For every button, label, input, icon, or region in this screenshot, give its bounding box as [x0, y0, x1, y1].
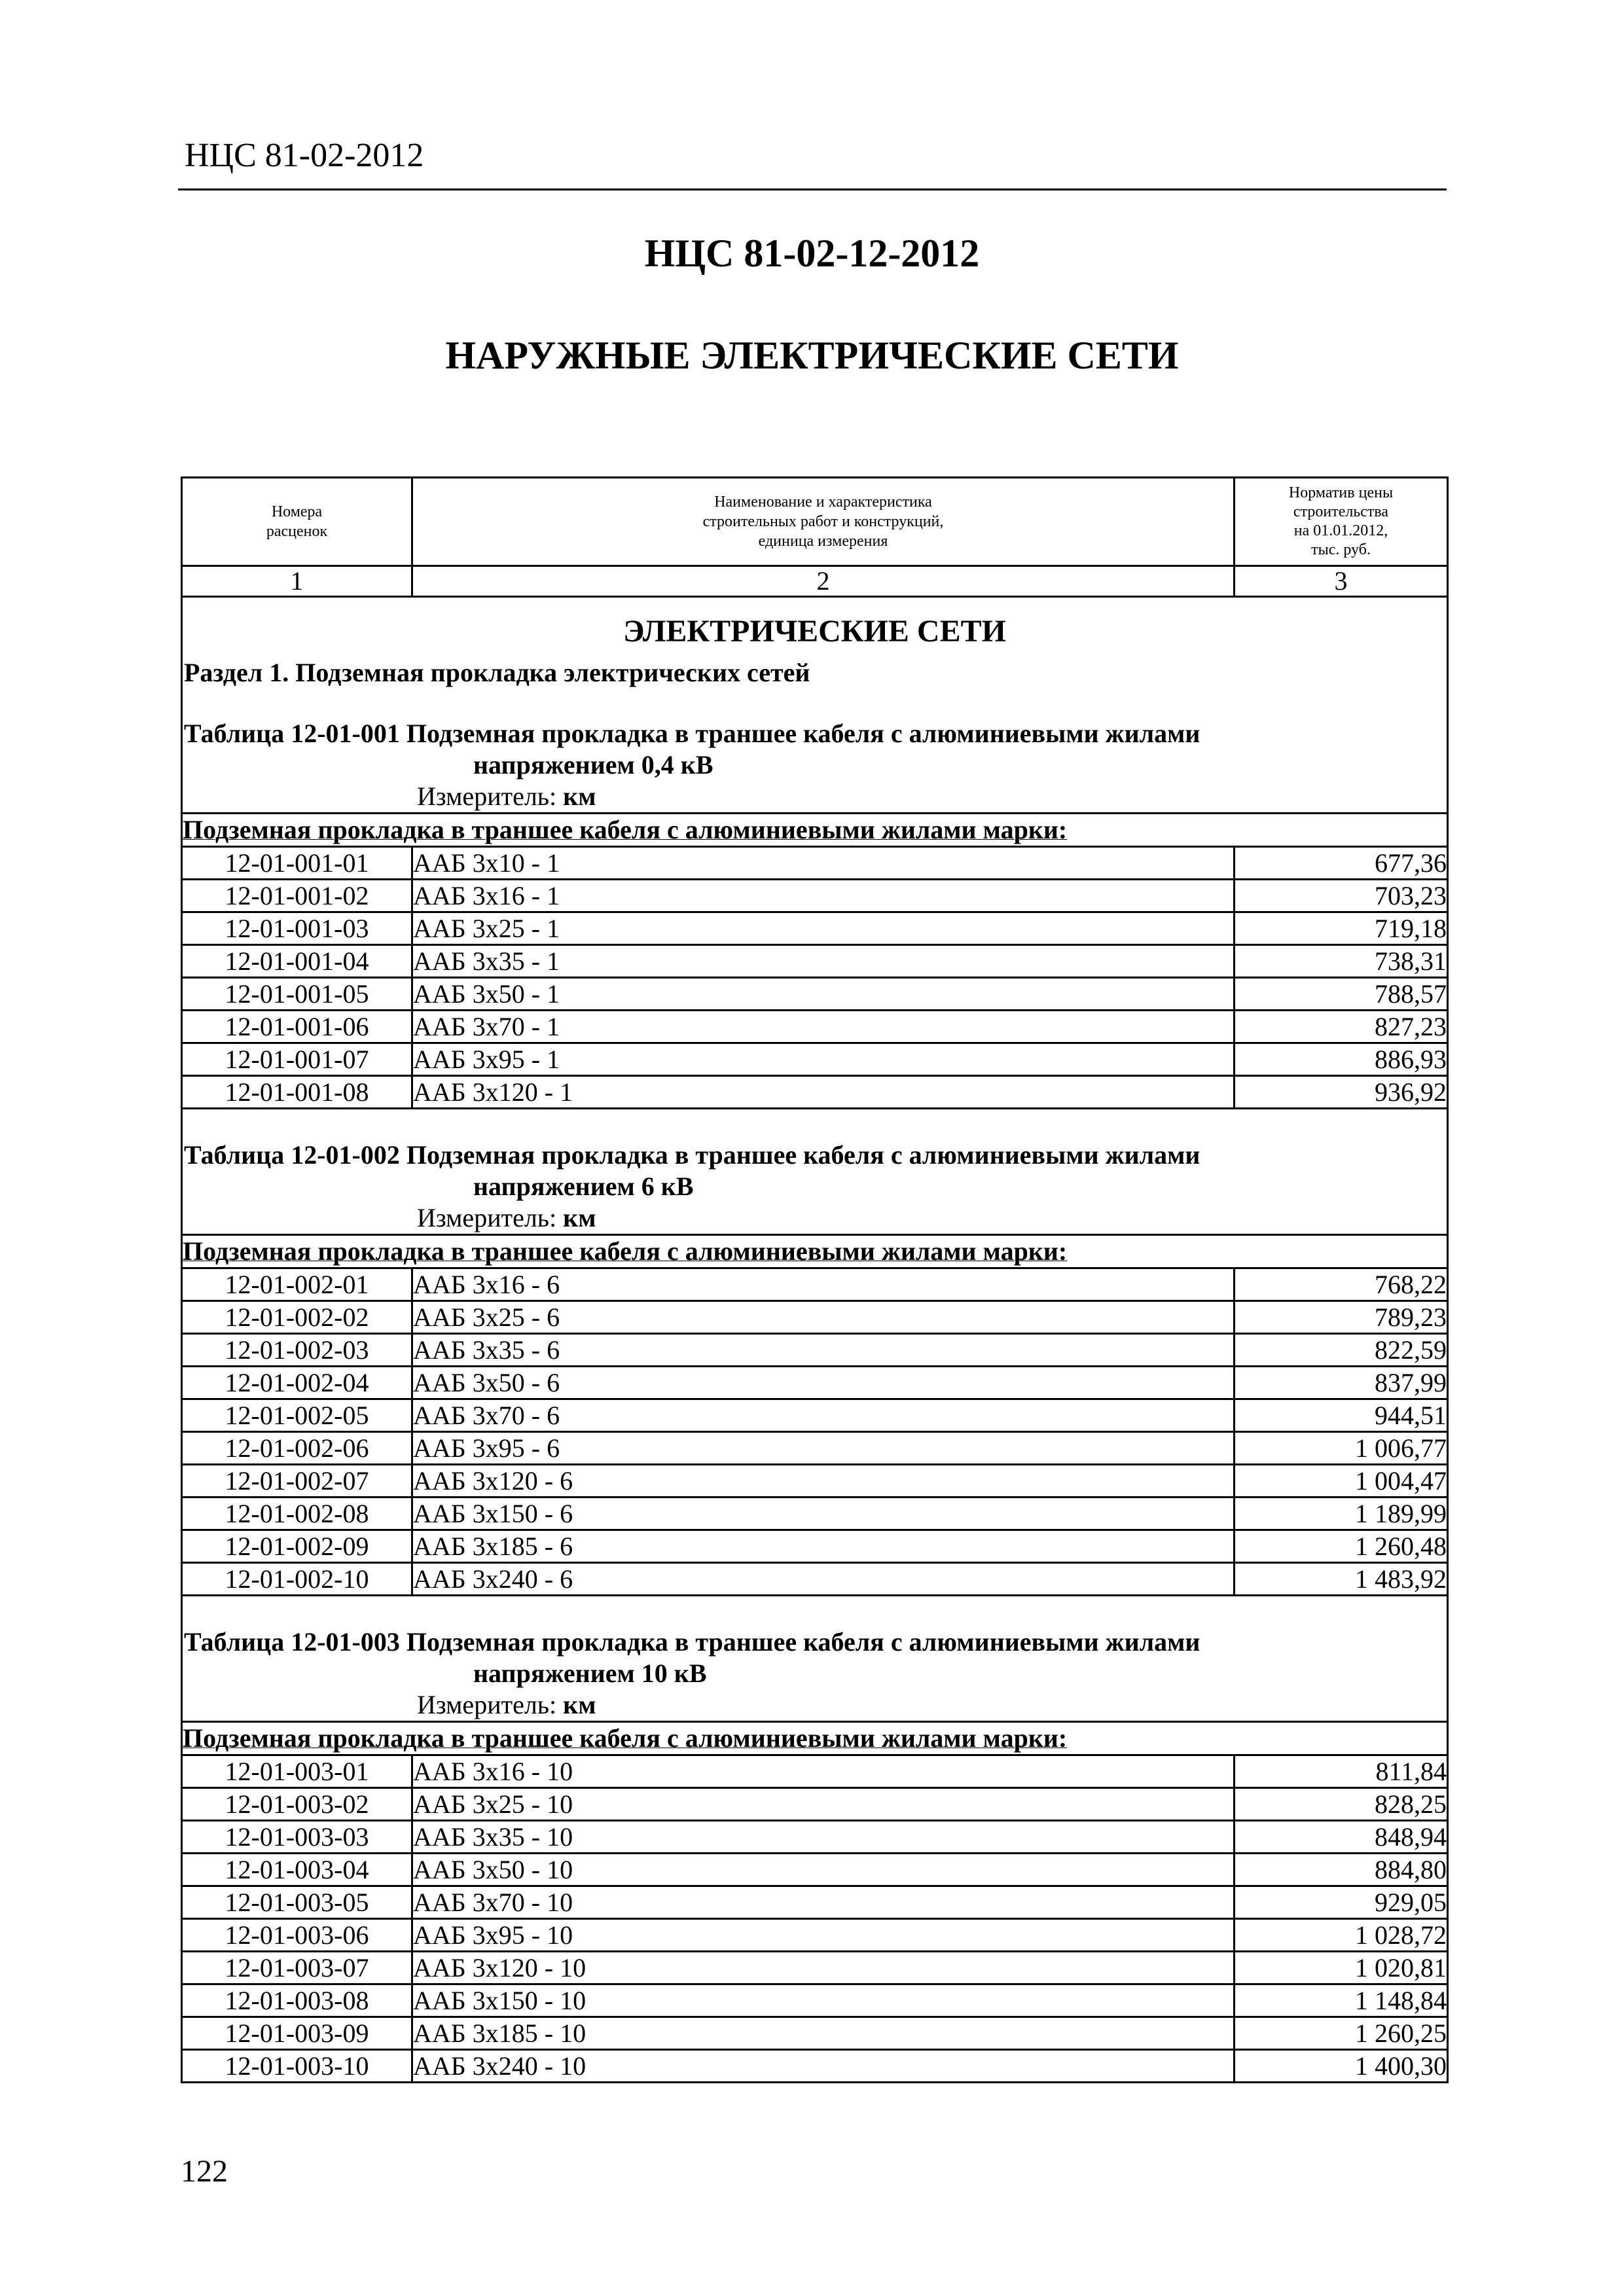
table-title-row: [182, 1596, 1448, 1722]
header-col-codes-line: Номера: [271, 503, 323, 520]
spacer: [183, 1109, 1447, 1139]
rate-code: 12-01-003-09: [182, 2017, 412, 2050]
rate-code: 12-01-002-05: [182, 1399, 412, 1432]
cable-name: ААБ 3х95 - 10: [412, 1919, 1235, 1952]
rate-code: 12-01-002-07: [182, 1465, 412, 1498]
table-row: [182, 1432, 1448, 1465]
table-subheader: Подземная прокладка в траншее кабеля с алюминиевыми жилами марки:: [182, 1722, 1448, 1755]
cable-name: ААБ 3х95 - 6: [412, 1432, 1235, 1465]
measure-unit: [183, 781, 1447, 812]
header-col-price-line: строительства: [1293, 503, 1389, 520]
table-row: [182, 1952, 1448, 1984]
column-number: 2: [412, 566, 1235, 597]
cable-name: ААБ 3х120 - 10: [412, 1952, 1235, 1984]
header-col-name-line: Наименование и характеристика: [714, 493, 932, 511]
table-row: [182, 1076, 1448, 1109]
price-value: 828,25: [1235, 1788, 1448, 1821]
cable-name: ААБ 3х95 - 1: [412, 1043, 1235, 1076]
cable-name: ААБ 3х35 - 1: [412, 945, 1235, 978]
header-col-name: [412, 478, 1235, 566]
table-title-line: Таблица 12-01-003 Подземная прокладка в траншее кабеля с алюминиевыми жилами: [184, 1627, 1200, 1657]
table-title-block: [183, 598, 1447, 812]
table-row: [182, 1788, 1448, 1821]
table-row: [182, 1399, 1448, 1432]
rate-code: 12-01-002-10: [182, 1563, 412, 1596]
table-row: [182, 2050, 1448, 2083]
rate-code: 12-01-001-06: [182, 1011, 412, 1043]
cable-name: ААБ 3х240 - 10: [412, 2050, 1235, 2083]
table-subheader-row: [182, 814, 1448, 847]
document-title: НАРУЖНЫЕ ЭЛЕКТРИЧЕСКИЕ СЕТИ: [445, 334, 1179, 377]
cable-name: ААБ 3х185 - 6: [412, 1530, 1235, 1563]
table-row: [182, 1919, 1448, 1952]
table-row: [182, 912, 1448, 945]
cable-name: ААБ 3х16 - 6: [412, 1268, 1235, 1301]
table-title-line: напряжением 0,4 кВ: [473, 750, 713, 780]
section-subtitle: Раздел 1. Подземная прокладка электрических сетей: [184, 658, 810, 687]
rate-code: 12-01-001-05: [182, 978, 412, 1011]
cable-name: ААБ 3х150 - 10: [412, 1984, 1235, 2017]
rate-code: 12-01-003-01: [182, 1755, 412, 1788]
running-header: НЦС 81-02-2012: [185, 137, 424, 174]
cable-name: ААБ 3х70 - 1: [412, 1011, 1235, 1043]
cable-name: ААБ 3х50 - 1: [412, 978, 1235, 1011]
rate-code: 12-01-001-03: [182, 912, 412, 945]
price-value: 929,05: [1235, 1886, 1448, 1919]
price-value: 1 483,92: [1235, 1563, 1448, 1596]
cable-name: ААБ 3х16 - 10: [412, 1755, 1235, 1788]
table-row: [182, 880, 1448, 912]
table-row: [182, 1498, 1448, 1530]
header-col-name-line: единица измерения: [758, 533, 888, 550]
rate-code: 12-01-003-05: [182, 1886, 412, 1919]
header-col-price-line: Норматив цены: [1288, 484, 1394, 501]
measure-label: Измеритель:: [417, 1203, 557, 1232]
measure-label: Измеритель:: [417, 781, 557, 811]
spacer: [183, 689, 1447, 718]
table-title-row: [182, 1109, 1448, 1235]
table-row: [182, 945, 1448, 978]
cable-name: ААБ 3х35 - 6: [412, 1334, 1235, 1367]
cable-name: ААБ 3х16 - 1: [412, 880, 1235, 912]
table-row: [182, 1886, 1448, 1919]
price-value: 1 028,72: [1235, 1919, 1448, 1952]
table-title-line: Таблица 12-01-002 Подземная прокладка в траншее кабеля с алюминиевыми жилами: [184, 1140, 1200, 1170]
column-number: 1: [182, 566, 412, 597]
cable-name: ААБ 3х70 - 6: [412, 1399, 1235, 1432]
table-row: [182, 847, 1448, 880]
price-value: 738,31: [1235, 945, 1448, 978]
cable-name: ААБ 3х120 - 6: [412, 1465, 1235, 1498]
spacer: [183, 1596, 1447, 1626]
rate-code: 12-01-003-02: [182, 1788, 412, 1821]
table-row: [182, 1367, 1448, 1399]
rate-code: 12-01-002-02: [182, 1301, 412, 1334]
header-col-codes: [182, 478, 412, 566]
measure-value: км: [563, 781, 596, 811]
rate-code: 12-01-003-07: [182, 1952, 412, 1984]
cable-name: ААБ 3х185 - 10: [412, 2017, 1235, 2050]
price-value: 811,84: [1235, 1755, 1448, 1788]
table-title-block: [183, 1596, 1447, 1721]
price-table: [181, 476, 1449, 2083]
column-number-row: [182, 566, 1448, 597]
measure-unit: [183, 1202, 1447, 1234]
header-col-name-line: строительных работ и конструкций,: [702, 513, 944, 530]
rate-code: 12-01-002-09: [182, 1530, 412, 1563]
table-row: [182, 1301, 1448, 1334]
cable-name: ААБ 3х25 - 10: [412, 1788, 1235, 1821]
table-row: [182, 1821, 1448, 1854]
rate-code: 12-01-003-03: [182, 1821, 412, 1854]
rate-code: 12-01-002-08: [182, 1498, 412, 1530]
table-header-row: [182, 478, 1448, 566]
price-value: 788,57: [1235, 978, 1448, 1011]
cable-name: ААБ 3х35 - 10: [412, 1821, 1235, 1854]
measure-value: км: [563, 1203, 596, 1232]
cable-name: ААБ 3х150 - 6: [412, 1498, 1235, 1530]
table-row: [182, 1011, 1448, 1043]
table-title-block: [183, 1109, 1447, 1234]
rate-code: 12-01-002-06: [182, 1432, 412, 1465]
table-title-cell: [182, 597, 1448, 814]
table-subheader: Подземная прокладка в траншее кабеля с алюминиевыми жилами марки:: [182, 814, 1448, 847]
header-col-codes-line: расценок: [266, 523, 328, 540]
price-value: 886,93: [1235, 1043, 1448, 1076]
cable-name: ААБ 3х25 - 6: [412, 1301, 1235, 1334]
price-value: 719,18: [1235, 912, 1448, 945]
cable-name: ААБ 3х25 - 1: [412, 912, 1235, 945]
price-value: 837,99: [1235, 1367, 1448, 1399]
price-value: 1 006,77: [1235, 1432, 1448, 1465]
cable-name: ААБ 3х50 - 6: [412, 1367, 1235, 1399]
price-value: 848,94: [1235, 1821, 1448, 1854]
price-value: 884,80: [1235, 1854, 1448, 1886]
price-value: 944,51: [1235, 1399, 1448, 1432]
measure-unit: [183, 1689, 1447, 1721]
table-row: [182, 1043, 1448, 1076]
table-row: [182, 1854, 1448, 1886]
table-row: [182, 1563, 1448, 1596]
price-value: 1 260,25: [1235, 2017, 1448, 2050]
document-code: НЦС 81-02-12-2012: [644, 232, 980, 275]
table-row: [182, 1334, 1448, 1367]
page-number: 122: [181, 2154, 228, 2189]
table-row: [182, 978, 1448, 1011]
table-subheader-row: [182, 1235, 1448, 1268]
table-title: [183, 1626, 1447, 1689]
section-title: ЭЛЕКТРИЧЕСКИЕ СЕТИ: [623, 614, 1006, 649]
price-value: 827,23: [1235, 1011, 1448, 1043]
rate-code: 12-01-001-04: [182, 945, 412, 978]
table-row: [182, 1755, 1448, 1788]
rate-code: 12-01-002-03: [182, 1334, 412, 1367]
rate-code: 12-01-001-07: [182, 1043, 412, 1076]
table-title-line: напряжением 6 кВ: [473, 1172, 694, 1201]
table-subheader-row: [182, 1722, 1448, 1755]
cable-name: ААБ 3х120 - 1: [412, 1076, 1235, 1109]
price-value: 677,36: [1235, 847, 1448, 880]
header-col-price-line: тыс. руб.: [1311, 541, 1371, 558]
price-value: 789,23: [1235, 1301, 1448, 1334]
rate-code: 12-01-002-01: [182, 1268, 412, 1301]
table-title: [183, 718, 1447, 781]
cable-name: ААБ 3х240 - 6: [412, 1563, 1235, 1596]
cable-name: ААБ 3х50 - 10: [412, 1854, 1235, 1886]
table-row: [182, 2017, 1448, 2050]
rate-code: 12-01-003-04: [182, 1854, 412, 1886]
rate-code: 12-01-001-02: [182, 880, 412, 912]
price-value: 1 148,84: [1235, 1984, 1448, 2017]
cable-name: ААБ 3х70 - 10: [412, 1886, 1235, 1919]
cable-name: ААБ 3х10 - 1: [412, 847, 1235, 880]
table-row: [182, 1268, 1448, 1301]
rate-code: 12-01-003-10: [182, 2050, 412, 2083]
header-col-price: [1235, 478, 1448, 566]
table-row: [182, 1984, 1448, 2017]
table-row: [182, 1530, 1448, 1563]
price-table-body: [182, 478, 1448, 2083]
table-row: [182, 1465, 1448, 1498]
table-title-cell: [182, 1596, 1448, 1722]
table-subheader: Подземная прокладка в траншее кабеля с алюминиевыми жилами марки:: [182, 1235, 1448, 1268]
price-value: 936,92: [1235, 1076, 1448, 1109]
column-number: 3: [1235, 566, 1448, 597]
measure-value: км: [563, 1690, 596, 1719]
header-rule: [178, 188, 1447, 190]
price-value: 1 020,81: [1235, 1952, 1448, 1984]
table-title-line: Таблица 12-01-001 Подземная прокладка в траншее кабеля с алюминиевыми жилами: [184, 719, 1200, 748]
rate-code: 12-01-003-08: [182, 1984, 412, 2017]
rate-code: 12-01-001-08: [182, 1076, 412, 1109]
price-value: 768,22: [1235, 1268, 1448, 1301]
price-value: 1 260,48: [1235, 1530, 1448, 1563]
rate-code: 12-01-001-01: [182, 847, 412, 880]
table-title-cell: [182, 1109, 1448, 1235]
measure-label: Измеритель:: [417, 1690, 557, 1719]
price-value: 703,23: [1235, 880, 1448, 912]
price-value: 1 189,99: [1235, 1498, 1448, 1530]
price-value: 1 400,30: [1235, 2050, 1448, 2083]
rate-code: 12-01-002-04: [182, 1367, 412, 1399]
price-value: 822,59: [1235, 1334, 1448, 1367]
rate-code: 12-01-003-06: [182, 1919, 412, 1952]
table-title-line: напряжением 10 кВ: [473, 1659, 707, 1688]
table-title: [183, 1139, 1447, 1202]
table-title-row: [182, 597, 1448, 814]
price-value: 1 004,47: [1235, 1465, 1448, 1498]
header-col-price-line: на 01.01.2012,: [1293, 522, 1388, 539]
